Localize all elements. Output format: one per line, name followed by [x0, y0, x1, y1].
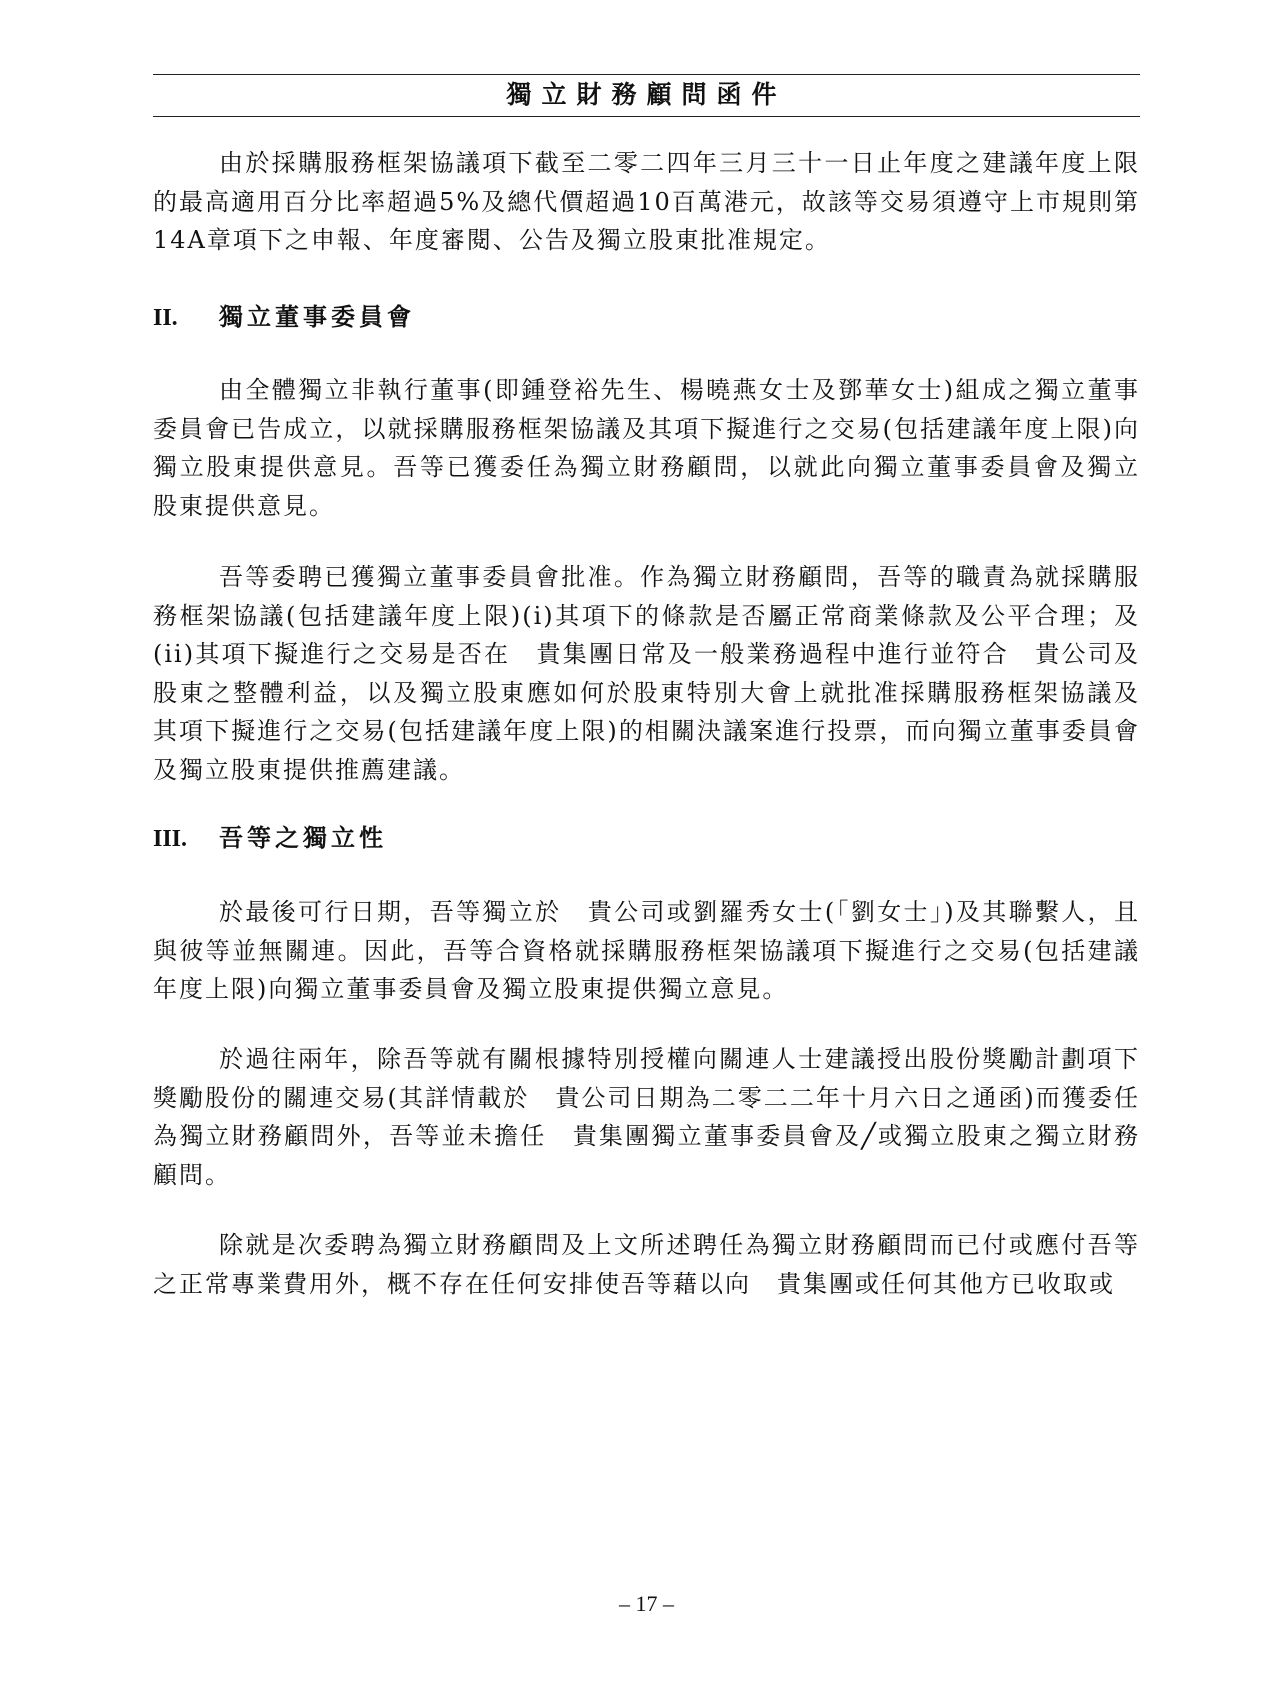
- section-title-2: 獨立董事委員會: [219, 303, 415, 331]
- section-number-2: II.: [153, 305, 178, 331]
- paragraph-2: 由全體獨立非執行董事(即鍾登裕先生、楊曉燕女士及鄧華女士)組成之獨立董事委員會已告成立，以就採購服務框架協議及其項下擬進行之交易(包括建議年度上限)向獨立股東提供意見。吾等已獲委任為獨立財務顧問，以就此向獨立董事委員會及獨立股東提供意見。: [153, 376, 1140, 520]
- page-header-title: 獨立財務顧問函件: [506, 80, 787, 109]
- paragraph-5: 於過往兩年，除吾等就有關根據特別授權向關連人士建議授出股份獎勵計劃項下獎勵股份的關連交易(其詳情載於 貴公司日期為二零二二年十月六日之通函)而獲委任為獨立財務顧問外，吾等並未擔任 貴集團獨立董事委員會及╱或獨立股東之獨立財務顧問。: [153, 1045, 1140, 1189]
- paragraph-3: 吾等委聘已獲獨立董事委員會批准。作為獨立財務顧問，吾等的職責為就採購服務框架協議(包括建議年度上限)(i)其項下的條款是否屬正常商業條款及公平合理；及(ii)其項下擬進行之交易是否在 貴集團日常及一般業務過程中進行並符合 貴公司及股東之整體利益，以及獨立股東應如何於股東特別大會上就批准採購服務框架協議及其項下擬進行之交易(包括建議年度上限)的相關決議案進行投票，而向獨立董事委員會及獨立股東提供推薦建議。: [153, 563, 1140, 784]
- paragraph-1: 由於採購服務框架協議項下截至二零二四年三月三十一日止年度之建議年度上限的最高適用百分比率超過5%及總代價超過10百萬港元，故該等交易須遵守上市規則第14A章項下之申報、年度審閱、公告及獨立股東批准規定。: [153, 149, 1140, 254]
- paragraph-4: 於最後可行日期，吾等獨立於 貴公司或劉羅秀女士(「劉女士」)及其聯繫人，且與彼等並無關連。因此，吾等合資格就採購服務框架協議項下擬進行之交易(包括建議年度上限)向獨立董事委員會及獨立股東提供獨立意見。: [153, 898, 1140, 1003]
- header-top-rule: [153, 74, 1140, 75]
- section-heading-2: [153, 300, 1140, 335]
- header-bottom-rule: [153, 116, 1140, 117]
- section-title-3: 吾等之獨立性: [219, 824, 387, 852]
- section-number-3: III.: [153, 826, 188, 852]
- paragraph-6: 除就是次委聘為獨立財務顧問及上文所述聘任為獨立財務顧問而已付或應付吾等之正常專業費用外，概不存在任何安排使吾等藉以向 貴集團或任何其他方已收取或: [153, 1231, 1140, 1298]
- page-number: – 17 –: [619, 1591, 674, 1616]
- section-heading-3: [153, 821, 1140, 856]
